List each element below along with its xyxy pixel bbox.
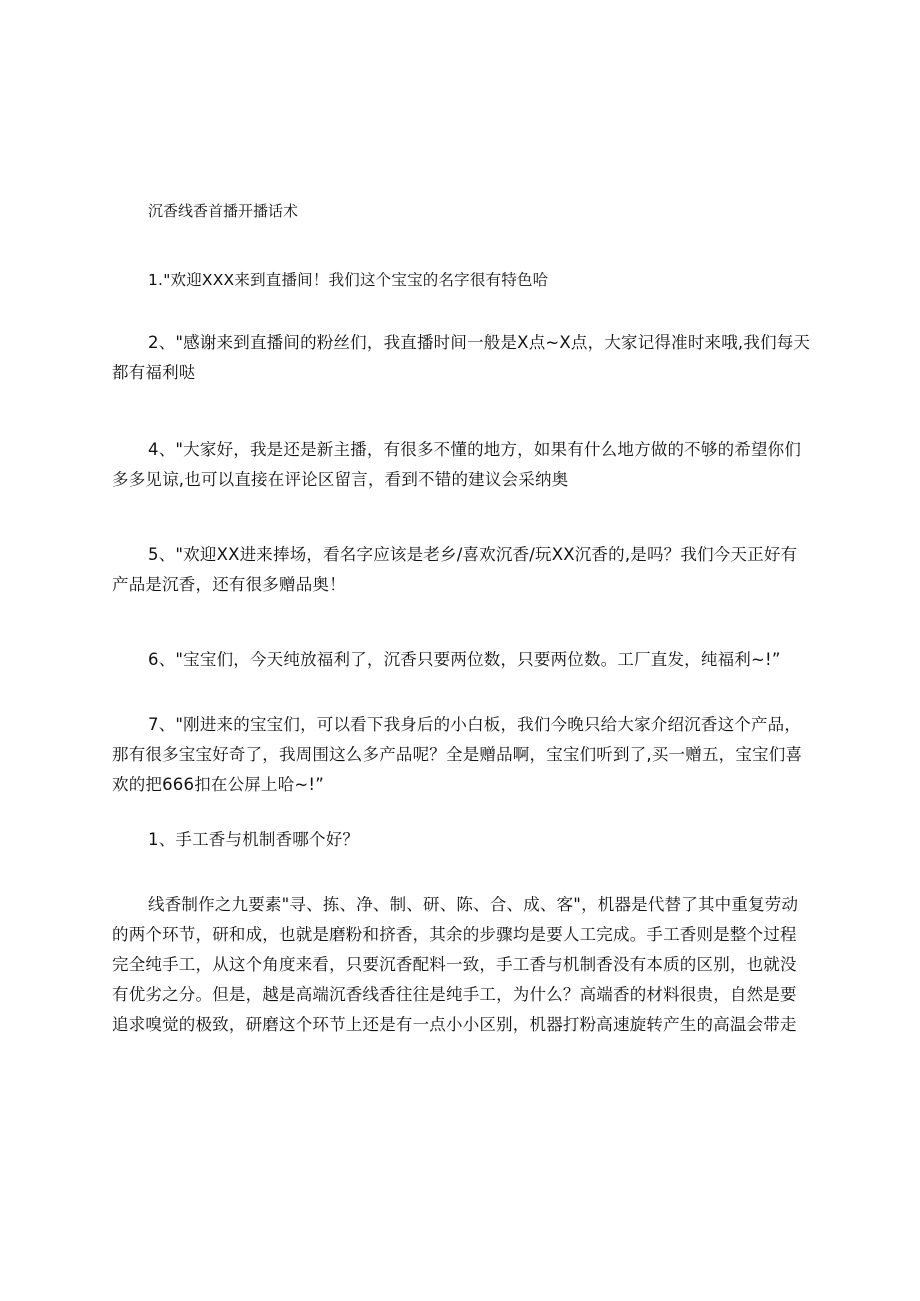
script-line-7: 7、"刚进来的宝宝们，可以看下我身后的小白板，我们今晚只给大家介绍沉香这个产品，那有很多宝宝好奇了，我周围这么多产品呢？全是赠品啊，宝宝们听到了,买一赠五，宝宝们喜欢的把666扣在公屏上哈~!” (112, 715, 803, 794)
document-title: 沉香线香首播开播话术 (148, 202, 299, 220)
script-line-6: 6、"宝宝们，今天纯放福利了，沉香只要两位数，只要两位数。工厂直发，纯福利~!” (148, 650, 781, 669)
script-line-4: 4、"大家好，我是还是新主播，有很多不懂的地方，如果有什么地方做的不够的希望你们多多见谅,也可以直接在评论区留言，看到不错的建议会采纳奥 (112, 440, 802, 489)
faq-answer-1: 线香制作之九要素"寻、拣、净、制、研、陈、合、成、客"，机器是代替了其中重复劳动的两个环节，研和成，也就是磨粉和挤香，其余的步骤均是要人工完成。手工香则是整个过程完全纯手工，从这个角度来看，只要沉香配料一致，手工香与机制香没有本质的区别，也就没有优劣之分。但是，越是高端沉香线香往往是纯手工，为什么？高端香的材料很贵，自然是要追求嗅觉的极致，研磨这个环节上还是有一点小小区别，机器打粉高速旋转产生的高温会带走 (112, 895, 799, 1034)
script-line-1: 1."欢迎XXX来到直播间！我们这个宝宝的名字很有特色哈 (148, 271, 549, 289)
faq-question-1: 1、手工香与机制香哪个好？ (148, 830, 360, 849)
script-line-2: 2、"感谢来到直播间的粉丝们，我直播时间一般是X点~X点，大家记得准时来哦,我们每天都有福利哒 (112, 333, 811, 382)
script-line-5: 5、"欢迎XX进来捧场，看名字应该是老乡/喜欢沉香/玩XX沉香的,是吗？我们今天正好有产品是沉香，还有很多赠品奥！ (112, 545, 798, 594)
